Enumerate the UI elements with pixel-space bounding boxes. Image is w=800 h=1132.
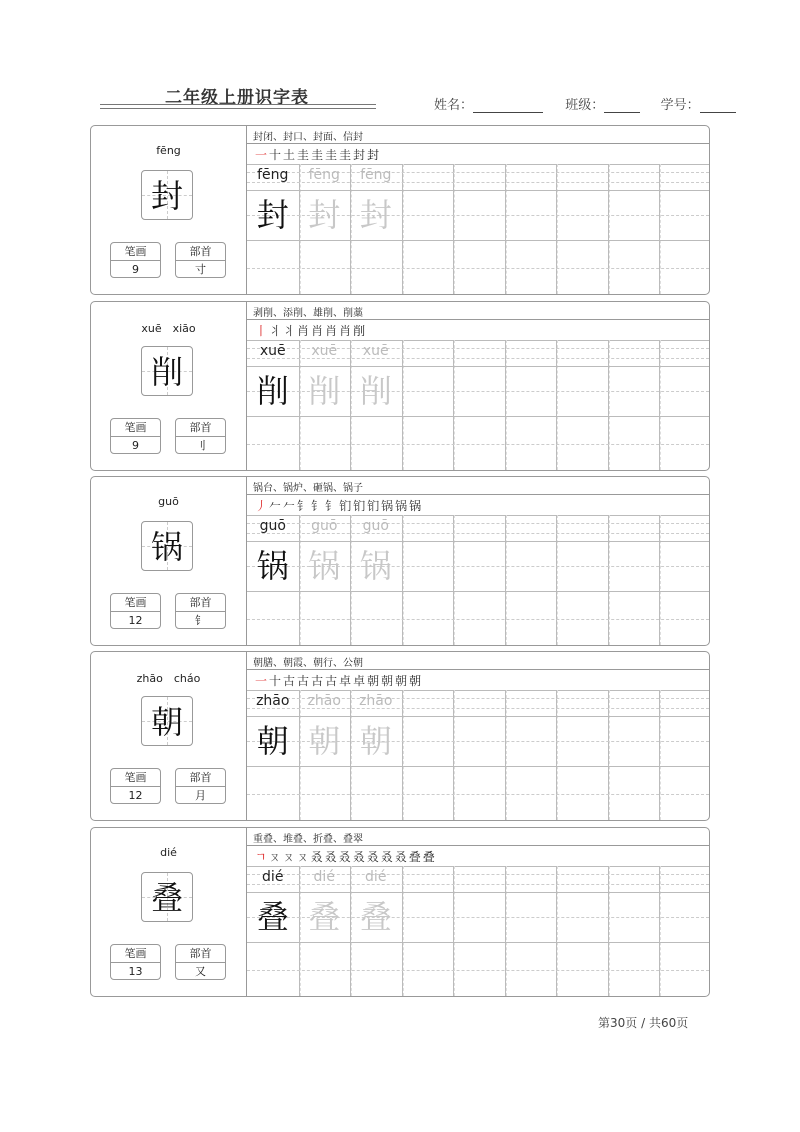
stroke-step: 𠂉 — [269, 499, 284, 513]
character-info-panel — [91, 302, 247, 470]
stroke-step: 丬 — [283, 324, 298, 338]
character-trace: 封 — [359, 196, 392, 234]
stroke-step: 古 — [325, 674, 340, 688]
name-label: 姓名： — [434, 98, 474, 113]
character-card — [90, 476, 710, 646]
grid-cell-divider — [659, 340, 660, 470]
stroke-step: 肖 — [325, 324, 340, 338]
character: 朝 — [150, 703, 183, 741]
id-label: 学号： — [660, 98, 700, 113]
grid-cell-divider — [453, 866, 454, 996]
character-trace: 削 — [308, 372, 341, 410]
stroke-order — [255, 848, 437, 866]
character-info-panel — [91, 477, 247, 645]
character-trace: 叠 — [359, 898, 392, 936]
radical-label: 部首 — [176, 243, 225, 261]
practice-panel — [247, 828, 709, 996]
character-trace: 锅 — [359, 547, 392, 585]
student-info-row — [434, 94, 736, 113]
grid-cell-divider — [402, 690, 403, 820]
page-footer: 第30页 / 共60页 — [598, 1016, 689, 1030]
stroke-step: 封 — [367, 148, 382, 162]
stroke-step: 朝 — [395, 674, 410, 688]
stroke-count-box — [110, 418, 161, 454]
grid-cell-divider — [556, 164, 557, 294]
character-card — [90, 827, 710, 997]
character-trace: 封 — [308, 196, 341, 234]
radical-value: 钅 — [195, 614, 206, 627]
stroke-step: 卓 — [339, 674, 354, 688]
grid-cell-divider — [608, 515, 609, 645]
radical-box — [175, 768, 226, 804]
stroke-count-label: 笔画 — [111, 945, 160, 963]
grid-cell-divider — [505, 866, 506, 996]
practice-panel — [247, 477, 709, 645]
character-pinyin: zhāo cháo — [136, 672, 201, 685]
character-info-panel — [91, 652, 247, 820]
character-trace: 锅 — [308, 547, 341, 585]
grid-cell-divider — [453, 340, 454, 470]
radical-label: 部首 — [176, 945, 225, 963]
stroke-count-label: 笔画 — [111, 769, 160, 787]
title-underline-2 — [100, 108, 376, 109]
stroke-step: 土 — [283, 148, 298, 162]
character-card — [90, 125, 710, 295]
radical-box — [175, 418, 226, 454]
grid-cell-divider — [402, 866, 403, 996]
radical-value: 刂 — [195, 439, 206, 452]
stroke-step: ㄱ — [255, 850, 269, 864]
stroke-step: 朝 — [367, 674, 382, 688]
stroke-step: 叠 — [408, 850, 423, 864]
grid-cell-divider — [505, 515, 506, 645]
pinyin-trace: xuē — [362, 343, 389, 359]
radical-value: 月 — [195, 789, 206, 802]
id-field[interactable] — [700, 98, 736, 113]
radical-box — [175, 944, 226, 980]
stroke-step: 叒 — [352, 850, 367, 864]
stroke-count-label: 笔画 — [111, 419, 160, 437]
radical-box — [175, 242, 226, 278]
stroke-step: 十 — [269, 674, 284, 688]
stroke-step: 叒 — [394, 850, 409, 864]
character-practice: 削 — [256, 372, 289, 410]
pinyin-trace: fēng — [308, 167, 340, 183]
stroke-step: 肖 — [311, 324, 326, 338]
grid-cell-divider — [608, 866, 609, 996]
stroke-count-label: 笔画 — [111, 594, 160, 612]
class-field[interactable] — [604, 98, 640, 113]
radical-value: 寸 — [195, 263, 206, 276]
practice-panel — [247, 652, 709, 820]
grid-cell-divider — [402, 515, 403, 645]
practice-grid — [247, 340, 709, 470]
grid-cell-divider — [659, 164, 660, 294]
pinyin-trace: fēng — [360, 167, 392, 183]
name-field[interactable] — [473, 98, 543, 113]
grid-cell-divider — [402, 164, 403, 294]
character-practice: 封 — [256, 196, 289, 234]
stroke-step: 锅 — [381, 499, 396, 513]
stroke-step: 叒 — [338, 850, 353, 864]
grid-cell-divider — [453, 164, 454, 294]
character-practice: 叠 — [256, 898, 289, 936]
character-card — [90, 651, 710, 821]
practice-grid — [247, 515, 709, 645]
grid-cell-divider — [453, 690, 454, 820]
grid-cell-divider — [505, 340, 506, 470]
stroke-order — [255, 146, 381, 164]
stroke-step: 一 — [255, 148, 270, 162]
pinyin-trace: guō — [311, 518, 338, 534]
character-box — [141, 170, 193, 220]
radical-label: 部首 — [176, 594, 225, 612]
grid-cell-divider — [556, 515, 557, 645]
stroke-step: 叠 — [422, 850, 437, 864]
stroke-order — [255, 497, 423, 515]
character-practice: 锅 — [256, 547, 289, 585]
grid-cell-divider — [608, 340, 609, 470]
stroke-count-box — [110, 593, 161, 629]
example-words: 剥削、添削、雄削、削藁 — [253, 308, 363, 319]
stroke-step: 卓 — [353, 674, 368, 688]
character-info-panel — [91, 828, 247, 996]
stroke-count-box — [110, 768, 161, 804]
stroke-step: 丬 — [269, 324, 284, 338]
stroke-step: 锅 — [395, 499, 410, 513]
stroke-step: ㄡ — [296, 850, 311, 864]
character: 锅 — [150, 528, 183, 566]
character: 削 — [150, 353, 183, 391]
stroke-step: 圭 — [297, 148, 312, 162]
practice-grid — [247, 866, 709, 996]
practice-grid — [247, 690, 709, 820]
character-trace: 叠 — [308, 898, 341, 936]
grid-cell-divider — [402, 340, 403, 470]
character-box — [141, 521, 193, 571]
grid-cell-divider — [608, 690, 609, 820]
example-words: 锅台、锅炉、砸锅、锅子 — [253, 483, 363, 494]
radical-value: 又 — [195, 965, 206, 978]
stroke-count-label: 笔画 — [111, 243, 160, 261]
stroke-step: 圭 — [339, 148, 354, 162]
pinyin-practice: zhāo — [256, 693, 290, 709]
stroke-step: 古 — [297, 674, 312, 688]
character-pinyin: fēng — [156, 144, 181, 157]
grid-cell-divider — [556, 690, 557, 820]
radical-label: 部首 — [176, 419, 225, 437]
stroke-step: 钔 — [339, 499, 354, 513]
stroke-order — [255, 322, 367, 340]
stroke-step: 叒 — [310, 850, 325, 864]
stroke-step: 钅 — [311, 499, 326, 513]
stroke-step: 肖 — [297, 324, 312, 338]
grid-cell-divider — [505, 164, 506, 294]
class-label: 班级： — [565, 98, 605, 113]
stroke-count-box — [110, 242, 161, 278]
practice-panel — [247, 126, 709, 294]
pinyin-practice: xuē — [259, 343, 286, 359]
stroke-step: 一 — [255, 674, 270, 688]
pinyin-trace: dié — [365, 869, 387, 885]
stroke-step: 朝 — [381, 674, 396, 688]
stroke-step: 钔 — [367, 499, 382, 513]
character-box — [141, 696, 193, 746]
stroke-step: 钅 — [297, 499, 312, 513]
character: 叠 — [150, 879, 183, 917]
character-practice: 朝 — [256, 722, 289, 760]
grid-cell-divider — [505, 690, 506, 820]
stroke-step: ㄡ — [268, 850, 283, 864]
title-underline — [100, 104, 376, 105]
grid-cell-divider — [659, 515, 660, 645]
radical-box — [175, 593, 226, 629]
character-trace: 朝 — [359, 722, 392, 760]
practice-panel — [247, 302, 709, 470]
pinyin-trace: dié — [313, 869, 335, 885]
character-box — [141, 872, 193, 922]
example-words: 封闭、封口、封面、信封 — [253, 132, 363, 143]
stroke-step: 十 — [269, 148, 284, 162]
stroke-count-value: 9 — [132, 263, 139, 276]
grid-cell-divider — [556, 340, 557, 470]
stroke-step: 钅 — [325, 499, 340, 513]
pinyin-trace: guō — [362, 518, 389, 534]
character-box — [141, 346, 193, 396]
page-title: 二年级上册识字表 — [165, 88, 309, 108]
character-trace: 削 — [359, 372, 392, 410]
stroke-step: 锅 — [409, 499, 424, 513]
stroke-order — [255, 672, 423, 690]
stroke-step: 封 — [353, 148, 368, 162]
pinyin-practice: fēng — [257, 167, 289, 183]
character-pinyin: guō — [158, 495, 179, 508]
character-pinyin: xuē xiāo — [141, 322, 196, 335]
pinyin-trace: zhāo — [307, 693, 341, 709]
stroke-count-value: 9 — [132, 439, 139, 452]
stroke-step: 圭 — [325, 148, 340, 162]
stroke-step: 钔 — [353, 499, 368, 513]
stroke-step: 𠂉 — [283, 499, 298, 513]
grid-cell-divider — [608, 164, 609, 294]
stroke-step: 古 — [311, 674, 326, 688]
pinyin-trace: xuē — [311, 343, 338, 359]
radical-label: 部首 — [176, 769, 225, 787]
stroke-step: 圭 — [311, 148, 326, 162]
stroke-step: 朝 — [409, 674, 424, 688]
grid-cell-divider — [659, 866, 660, 996]
character-card — [90, 301, 710, 471]
stroke-step: 丨 — [255, 324, 270, 338]
pinyin-trace: zhāo — [359, 693, 393, 709]
stroke-step: 削 — [353, 324, 368, 338]
stroke-step: 丿 — [255, 499, 270, 513]
stroke-step: 叒 — [366, 850, 381, 864]
practice-grid — [247, 164, 709, 294]
pinyin-practice: dié — [262, 869, 284, 885]
stroke-step: 叒 — [380, 850, 395, 864]
stroke-step: 肖 — [339, 324, 354, 338]
stroke-step: ㄡ — [282, 850, 297, 864]
stroke-count-value: 12 — [128, 789, 143, 802]
grid-cell-divider — [659, 690, 660, 820]
stroke-count-value: 13 — [128, 965, 143, 978]
stroke-count-value: 12 — [128, 614, 143, 627]
stroke-count-box — [110, 944, 161, 980]
character-pinyin: dié — [160, 846, 177, 859]
grid-cell-divider — [453, 515, 454, 645]
pinyin-practice: guō — [259, 518, 286, 534]
example-words: 朝膳、朝霞、朝行、公朝 — [253, 658, 363, 669]
character-info-panel — [91, 126, 247, 294]
character-trace: 朝 — [308, 722, 341, 760]
stroke-step: 古 — [283, 674, 298, 688]
character: 封 — [150, 177, 183, 215]
grid-cell-divider — [556, 866, 557, 996]
example-words: 重叠、堆叠、折叠、叠翠 — [253, 834, 363, 845]
stroke-step: 叒 — [324, 850, 339, 864]
